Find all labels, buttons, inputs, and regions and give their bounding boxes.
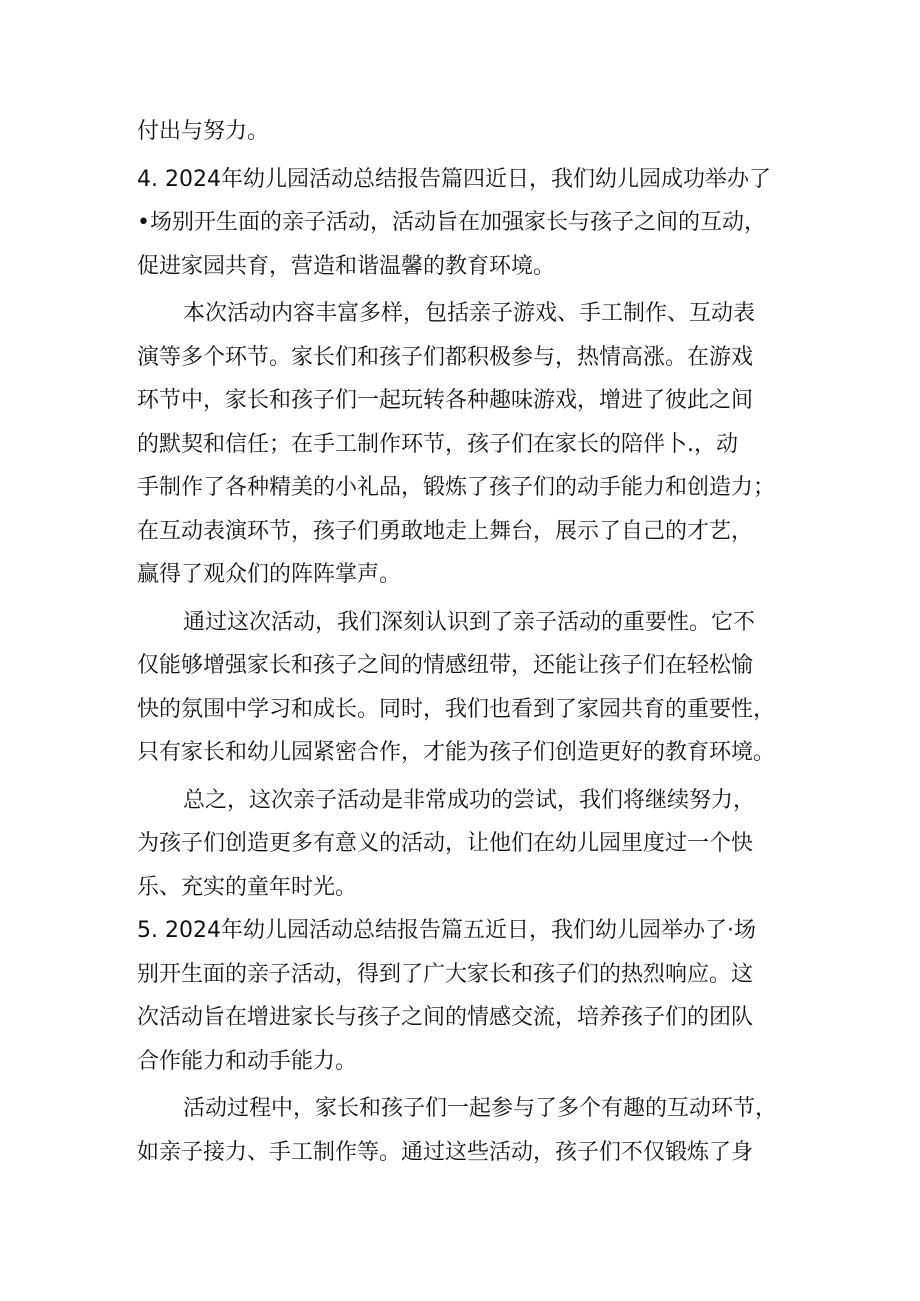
document-body xyxy=(137,110,787,1174)
text-line: 仅能够增强家长和孩子之间的情感纽带，还能让孩子们在轻松愉 xyxy=(137,653,754,678)
text-line: 在互动表演环节，孩子们勇敢地走上舞台，展示了自己的才艺， xyxy=(137,518,754,544)
text-line: 快的氛围中学习和成长。同时，我们也看到了家园共育的重要性， xyxy=(137,696,776,722)
paragraph-first-line: 本次活动内容丰富多样，包括亲子游戏、手工制作、互动表 xyxy=(183,301,756,326)
text-line: 合作能力和动手能力。 xyxy=(137,1048,358,1074)
text-line: 如亲子接力、手工制作等。通过这些活动，孩子们不仅锻炼了身 xyxy=(137,1139,754,1165)
section-heading-line: 4. 2024年幼儿园活动总结报告篇四近日，我们幼儿园成功举办了 xyxy=(137,166,771,192)
paragraph-first-line: 活动过程中，家长和孩子们一起参与了多个有趣的互动环节， xyxy=(183,1096,778,1121)
text-line: •场别开生面的亲子活动，活动旨在加强家长与孩子之间的互动， xyxy=(137,210,766,235)
text-line: 次活动旨在增进家长与孩子之间的情感交流，培养孩子们的团队 xyxy=(137,1005,754,1030)
text-line: 乐、充实的童年时光。 xyxy=(137,874,358,900)
text-line: 赢得了观众们的阵阵掌声。 xyxy=(137,562,402,587)
text-line: 付出与努力。 xyxy=(137,119,270,144)
text-line: 环节中，家长和孩子们一起玩转各种趣味游戏，增进了彼此之间 xyxy=(137,388,754,413)
paragraph-first-line: 通过这次活动，我们深刻认识到了亲子活动的重要性。它不 xyxy=(183,609,756,635)
text-line: 只有家长和幼儿园紧密合作，才能为孩子们创造更好的教育环境。 xyxy=(137,740,776,765)
text-line: 促进家园共育，营造和谐温馨的教育环境。 xyxy=(137,253,556,279)
text-line: 演等多个环节。家长们和孩子们都积极参与，热情高涨。在游戏 xyxy=(137,344,754,370)
text-line: 的默契和信任；在手工制作环节，孩子们在家长的陪伴卜.，动 xyxy=(137,431,738,457)
text-line: 手制作了各种精美的小礼品，锻炼了孩子们的动手能力和创造力； xyxy=(137,475,776,500)
paragraph-first-line: 总之，这次亲子活动是非常成功的尝试，我们将继续努力， xyxy=(183,787,756,813)
text-line: 别开生面的亲子活动，得到了广大家长和孩子们的热烈响应。这 xyxy=(137,961,754,987)
section-heading-line: 5. 2024年幼儿园活动总结报告篇五近日，我们幼儿园举办了·场 xyxy=(137,918,756,943)
text-line: 为孩子们创造更多有意义的活动，让他们在幼儿园里度过一个快 xyxy=(137,831,754,856)
